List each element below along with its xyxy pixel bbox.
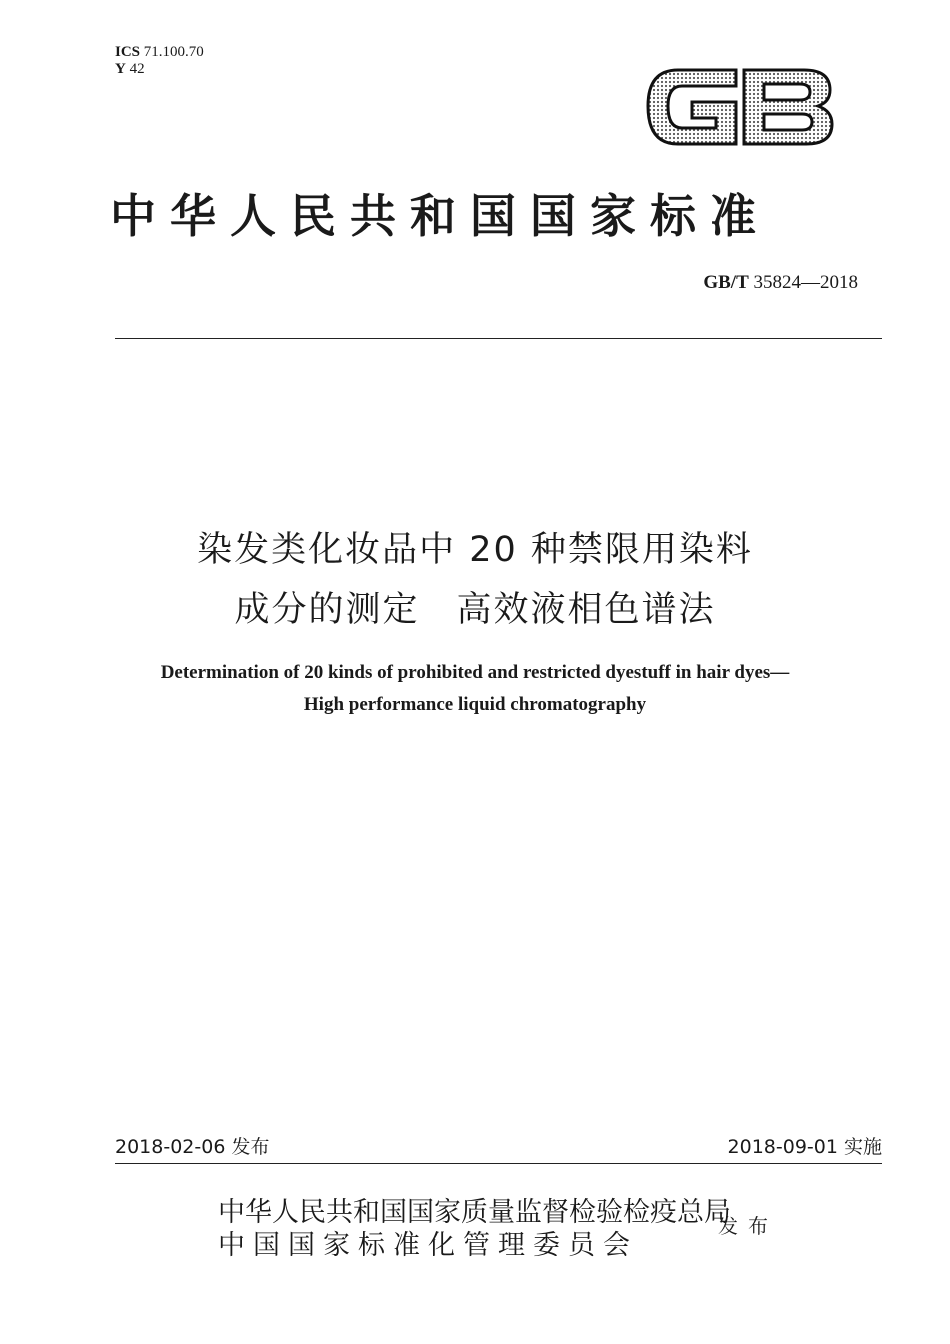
chinese-title-line-2: 成分的测定 高效液相色谱法 (234, 590, 716, 630)
footer-divider (115, 1163, 882, 1164)
standard-prefix: GB/T (703, 272, 749, 293)
gb-logo (640, 56, 840, 156)
ics-label: ICS (115, 44, 141, 60)
issuer-line-2: 中国国家标准化管理委员会 (218, 1230, 638, 1261)
implementation-date: 2018-09-01 实施 (727, 1136, 882, 1158)
national-standard-title: 中华人民共和国国家标准 (110, 189, 770, 243)
logo-letter-b (744, 70, 832, 144)
publish-label: 发布 (718, 1214, 778, 1238)
standard-number (703, 272, 858, 294)
issue-date: 2018-02-06 发布 (115, 1136, 270, 1158)
ics-code: 71.100.70 (143, 44, 204, 60)
ccs-code: 42 (129, 61, 145, 77)
ics-line (115, 44, 204, 61)
logo-letter-g (648, 70, 736, 144)
ccs-line (115, 61, 204, 78)
issuer-line-1: 中华人民共和国国家质量监督检验检疫总局 (218, 1197, 731, 1228)
classification-codes (115, 44, 204, 78)
english-title-line-1: Determination of 20 kinds of prohibited and restricted dyestuff in hair dyes— (160, 662, 790, 683)
header-divider (115, 338, 882, 339)
ccs-label: Y (115, 61, 126, 77)
chinese-title-line-1: 染发类化妆品中 20 种禁限用染料 (197, 530, 753, 570)
english-title-line-2: High performance liquid chromatography (303, 694, 647, 715)
standard-code: 35824—2018 (753, 272, 858, 293)
